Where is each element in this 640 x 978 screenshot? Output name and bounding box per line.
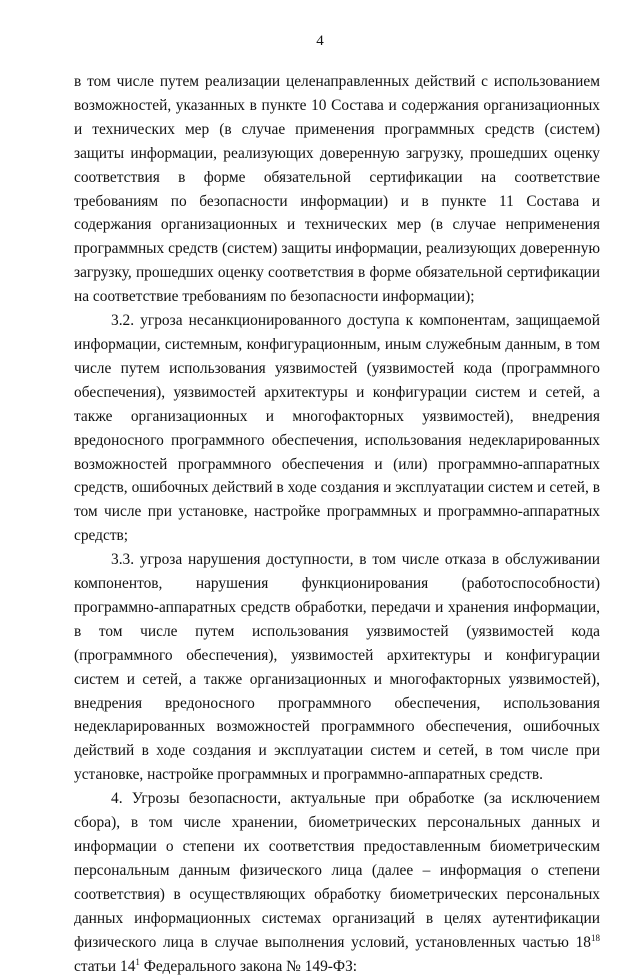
superscript-article-number: 1	[135, 956, 140, 967]
paragraph-4	[74, 787, 600, 978]
paragraph-4-text-end: Федерального закона № 149-ФЗ:	[139, 957, 358, 975]
page-number: 4	[316, 33, 324, 49]
paragraph-4-text-start: 4. Угрозы безопасности, актуальные при обработке (за исключением сбора), в том числе хранении, биометрических персональных данных и информации о степени их соответствия предоставленным биометрическим персональным данным физического лица (далее – информация о степени соответствия) в осуществляющих обработку биометрических персональных данных информационных системах организаций в целях аутентификации физического лица в случае выполнения условий, установленных частью 18	[74, 790, 600, 951]
paragraph-3-2: 3.2. угроза несанкционированного доступа к компонентам, защищаемой информации, системным, конфигурационным, иным служебным данным, в том числе путем использования уязвимостей (уязвимостей кода (программного обеспечения), уязвимостей архитектуры и конфигурации систем и сетей, а также организационных и многофакторных уязвимостей), внедрения вредоносного программного обеспечения, использования недекларированных возможностей программного обеспечения и (или) программно-аппаратных средств, ошибочных действий в ходе создания и эксплуатации систем и сетей, в том числе при установке, настройке программных и программно-аппаратных средств;	[74, 312, 600, 545]
paragraph-4-text-mid: статьи 14	[74, 957, 136, 975]
document-body	[74, 70, 600, 978]
superscript-part-number: 18	[591, 932, 600, 943]
paragraph-continuation: в том числе путем реализации целенаправленных действий с использованием возможностей, указанных в пункте 10 Состава и содержания организационных и технических мер (в случае применения программных средств (систем) защиты информации, реализующих доверенную загрузку, прошедших оценку соответствия в форме обязательной сертификации на соответствие требованиям по безопасности информации) и в пункте 11 Состава и содержания организационных и технических мер (в случае неприменения программных средств (систем) защиты информации, реализующих доверенную загрузку, прошедших оценку соответствия в форме обязательной сертификации на соответствие требованиям по безопасности информации);	[74, 73, 600, 306]
paragraph-3-3: 3.3. угроза нарушения доступности, в том числе отказа в обслуживании компонентов, нарушения функционирования (работоспособности) программно-аппаратных средств обработки, передачи и хранения информации, в том числе путем использования уязвимостей (уязвимостей кода (программного обеспечения), уязвимостей архитектуры и конфигурации систем и сетей, а также организационных и многофакторных уязвимостей), внедрения вредоносного программного обеспечения, использования недекларированных возможностей программного обеспечения, ошибочных действий в ходе создания и эксплуатации систем и сетей, в том числе при установке, настройке программных и программно-аппаратных средств.	[74, 551, 600, 784]
